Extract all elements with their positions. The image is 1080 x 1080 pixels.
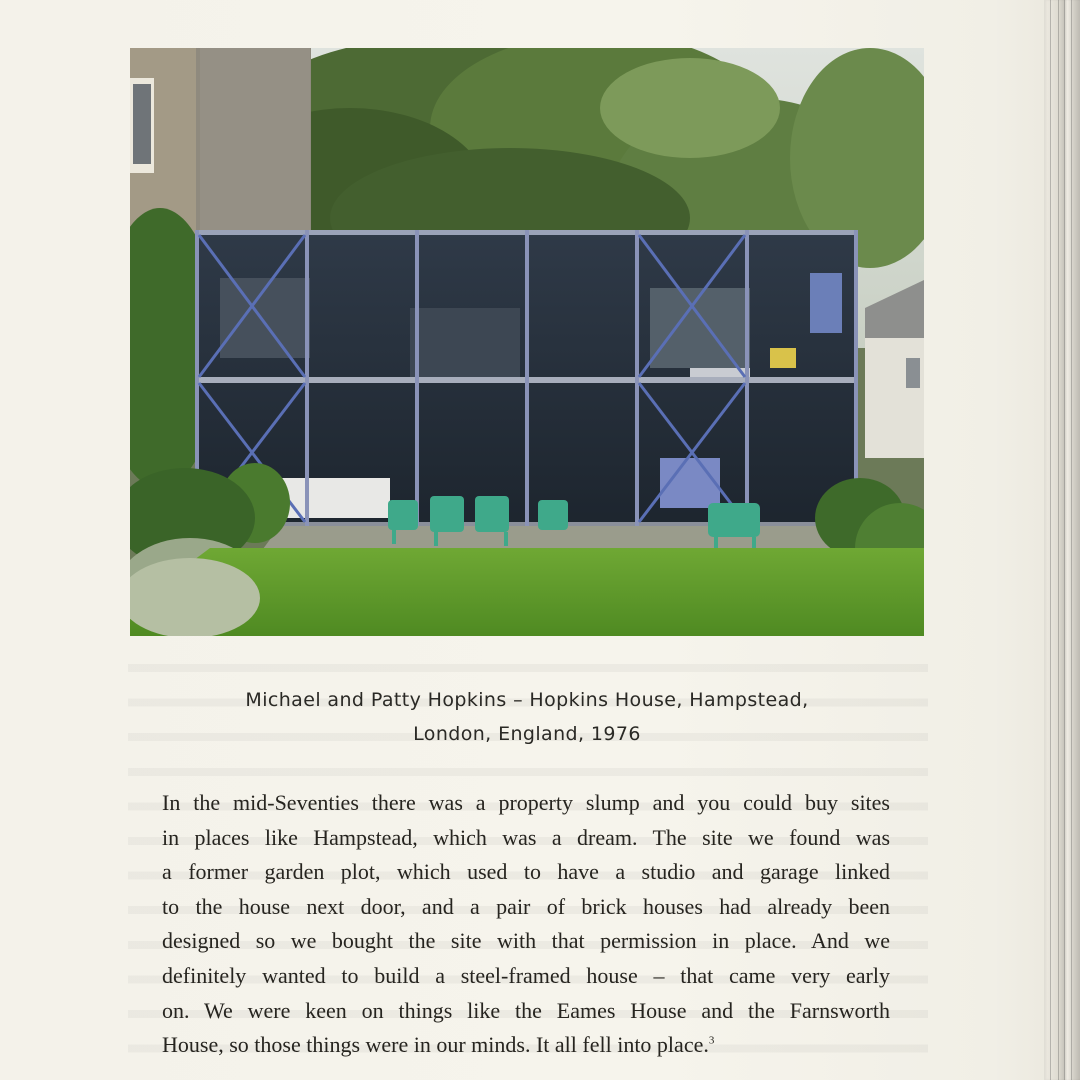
paragraph-line: in places like Hampstead, which was a dream. The site we found was (162, 824, 890, 850)
glass-house (195, 230, 858, 528)
paragraph-line: definitely wanted to build a steel-framed house – that came very early (162, 962, 890, 988)
quote-paragraph (162, 786, 890, 1063)
caption-line-2: London, England, 1976 (413, 723, 641, 745)
neighbouring-white-house (865, 280, 924, 458)
paragraph-line-text: House, so those things were in our minds. It all fell into place. (162, 1032, 709, 1058)
book-page-edges (1044, 0, 1080, 1080)
paragraph-line: to the house next door, and a pair of brick houses had already been (162, 893, 890, 919)
paragraph-last-line (162, 1028, 890, 1063)
photo-caption (130, 683, 924, 751)
hopkins-house-photograph (130, 48, 924, 636)
photo-illustration (130, 48, 924, 636)
paragraph-line: a former garden plot, which used to have a studio and garage linked (162, 859, 890, 885)
paragraph-line: designed so we bought the site with that permission in place. And we (162, 928, 890, 954)
paragraph-line: on. We were keen on things like the Eames House and the Farnsworth (162, 997, 890, 1023)
paragraph-line: In the mid-Seventies there was a property slump and you could buy sites (162, 790, 890, 815)
footnote-marker[interactable]: 3 (708, 1034, 715, 1047)
caption-line-1: Michael and Patty Hopkins – Hopkins House, Hampstead, (245, 689, 809, 711)
